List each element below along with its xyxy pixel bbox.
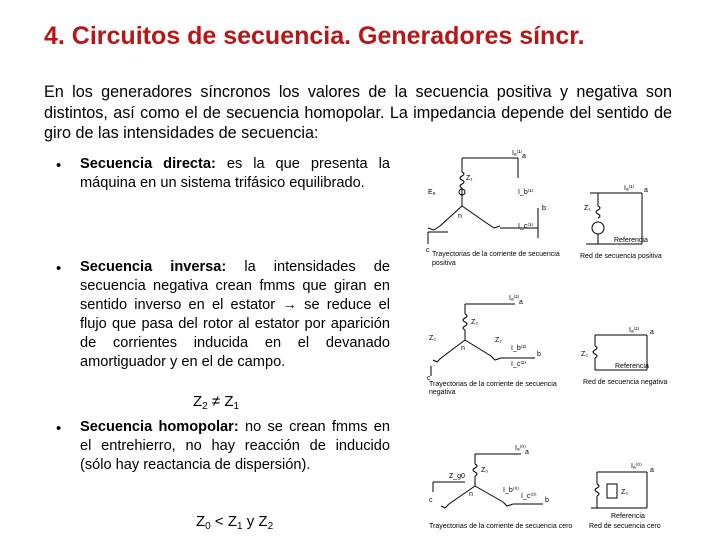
- svg-text:c: c: [426, 247, 430, 254]
- svg-text:Iₐ⁽²⁾: Iₐ⁽²⁾: [509, 295, 520, 302]
- svg-text:Z₂: Z₂: [495, 337, 502, 344]
- svg-text:c: c: [427, 375, 431, 382]
- svg-text:Red de secuencia positiva: Red de secuencia positiva: [580, 253, 662, 260]
- item-text: es la que presenta la máquina en un sistema trifásico equilibrado.: [80, 156, 390, 191]
- svg-text:Iₐ⁽¹⁾: Iₐ⁽¹⁾: [512, 150, 523, 157]
- formula-inverse: $Z_2 \ne Z_1$: [193, 393, 240, 412]
- svg-text:Red de secuencia cero: Red de secuencia cero: [589, 523, 661, 530]
- figure-zero-sequence: [425, 442, 680, 534]
- svg-text:Referencia: Referencia: [614, 237, 648, 244]
- item-term: Secuencia directa:: [80, 156, 216, 172]
- svg-text:Referencia: Referencia: [611, 513, 645, 520]
- svg-text:Z₀: Z₀: [481, 467, 489, 474]
- figure-negative-sequence: [425, 290, 680, 400]
- bullet: •: [56, 157, 62, 174]
- svg-text:a: a: [519, 299, 523, 306]
- svg-text:Eₐ: Eₐ: [428, 189, 436, 196]
- intro-paragraph: En los generadores síncronos los valores de la secuencia positiva y negativa son distintos, así como el de secuencia homopolar. La impedancia depende del sentido de giro de las intensidades de secuencia:: [44, 83, 672, 142]
- svg-text:a: a: [522, 153, 526, 160]
- item-term: Secuencia inversa:: [80, 259, 227, 275]
- bullet: •: [56, 420, 62, 437]
- svg-text:n: n: [469, 491, 473, 498]
- svg-text:Z₀: Z₀: [621, 489, 629, 496]
- slide-title: 4. Circuitos de secuencia. Generadores síncr.: [44, 22, 585, 50]
- formula-homopolar: $Z_0 < Z_1$ y $Z_2$: [196, 513, 274, 532]
- svg-text:b: b: [537, 351, 541, 358]
- item-positive-sequence: [80, 155, 390, 193]
- svg-text:I_b⁽¹⁾: I_b⁽¹⁾: [518, 189, 534, 196]
- svg-text:Z₁: Z₁: [584, 205, 591, 212]
- svg-text:Iₐ⁽¹⁾: Iₐ⁽¹⁾: [624, 185, 635, 192]
- svg-text:a: a: [525, 449, 529, 456]
- svg-text:Trayectorias de la corriente d: Trayectorias de la corriente de secuencia cero: [429, 523, 573, 530]
- bullet: •: [56, 260, 62, 277]
- svg-text:I_c⁽²⁾: I_c⁽²⁾: [511, 361, 527, 368]
- figure-positive-sequence: [418, 148, 680, 272]
- svg-text:Iₐ⁽²⁾: Iₐ⁽²⁾: [629, 327, 640, 334]
- svg-text:negativa: negativa: [429, 389, 456, 396]
- svg-text:I_b⁽⁰⁾: I_b⁽⁰⁾: [503, 487, 519, 494]
- svg-text:a: a: [644, 187, 648, 194]
- svg-text:Z₂: Z₂: [429, 335, 436, 342]
- svg-text:Iₐ⁽⁰⁾: Iₐ⁽⁰⁾: [631, 463, 642, 470]
- svg-text:Z₂: Z₂: [581, 351, 588, 358]
- item-zero-sequence: [80, 418, 390, 475]
- item-text: la intensidades de secuencia negativa crean fmms que giran en sentido inverso en el estator → se reduce el flujo que pasa del rotor al estator por aparición de corrientes inducida en el devanado amortiguador y en el de campo.: [80, 259, 390, 370]
- svg-text:Z_g0: Z_g0: [449, 473, 465, 480]
- svg-text:b: b: [545, 497, 549, 504]
- svg-text:a: a: [650, 329, 654, 336]
- svg-text:b: b: [542, 205, 546, 212]
- svg-text:Trayectorias de la corriente d: Trayectorias de la corriente de secuencia: [432, 251, 560, 258]
- svg-text:n: n: [461, 345, 465, 352]
- svg-text:Z₁: Z₁: [466, 175, 473, 182]
- svg-text:Iₐ⁽⁰⁾: Iₐ⁽⁰⁾: [515, 445, 526, 452]
- item-negative-sequence: [80, 258, 390, 372]
- svg-text:positiva: positiva: [432, 260, 456, 267]
- svg-text:I_c⁽¹⁾: I_c⁽¹⁾: [518, 223, 534, 230]
- item-text: no se crean fmms en el entrehierro, no hay reacción de inducido (sólo hay reactancia de dispersión).: [80, 419, 391, 473]
- svg-text:Referencia: Referencia: [615, 363, 649, 370]
- svg-text:n: n: [458, 213, 462, 220]
- item-term: Secuencia homopolar:: [80, 419, 239, 435]
- svg-text:Red de secuencia negativa: Red de secuencia negativa: [583, 379, 668, 386]
- svg-text:c: c: [429, 497, 433, 504]
- svg-text:I_c⁽⁰⁾: I_c⁽⁰⁾: [521, 493, 537, 500]
- svg-text:Z₂: Z₂: [471, 319, 478, 326]
- svg-text:Trayectorias de la corriente d: Trayectorias de la corriente de secuencia: [429, 381, 557, 388]
- svg-text:a: a: [650, 467, 654, 474]
- svg-text:I_b⁽²⁾: I_b⁽²⁾: [511, 345, 527, 352]
